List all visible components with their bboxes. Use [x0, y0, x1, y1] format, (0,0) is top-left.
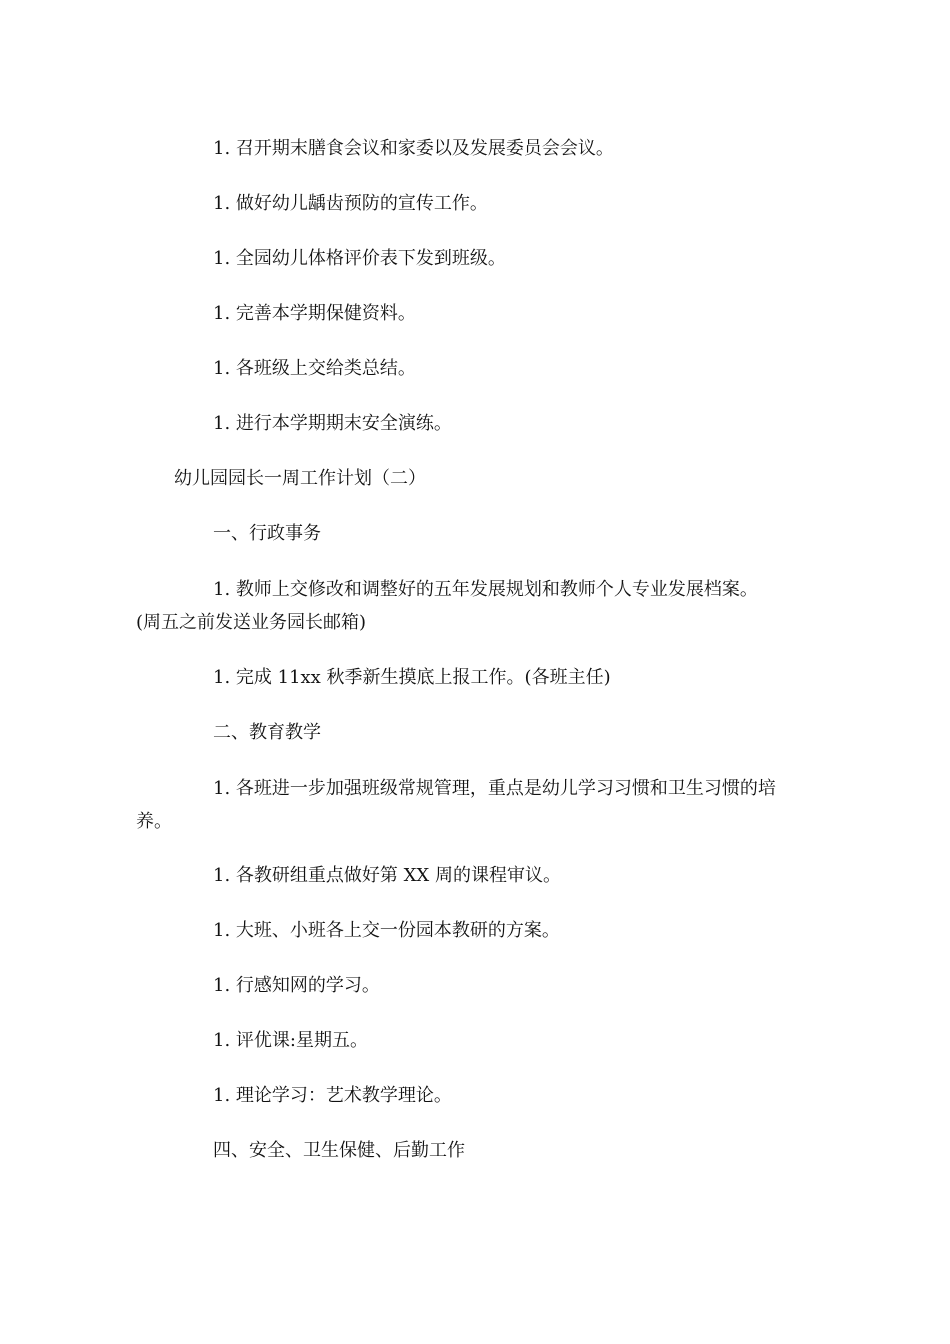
- section-heading: 一、行政事务: [213, 523, 321, 544]
- list-item: 1. 完善本学期保健资料。: [213, 303, 416, 324]
- list-item: 1. 理论学习：艺术教学理论。: [213, 1085, 452, 1106]
- list-item: 1. 大班、小班各上交一份园本教研的方案。: [213, 920, 560, 941]
- list-item: 1. 教师上交修改和调整好的五年发展规划和教师个人专业发展档案。: [213, 579, 758, 600]
- list-item-continuation: 养。: [136, 811, 172, 832]
- list-item: 1. 全园幼儿体格评价表下发到班级。: [213, 248, 506, 269]
- section-title: 幼儿园园长一周工作计划（二）: [174, 468, 426, 489]
- section-heading: 四、安全、卫生保健、后勤工作: [213, 1140, 465, 1161]
- list-item: 1. 行感知网的学习。: [213, 975, 380, 996]
- list-item: 1. 召开期末膳食会议和家委以及发展委员会会议。: [213, 138, 614, 159]
- list-item: 1. 各班进一步加强班级常规管理，重点是幼儿学习习惯和卫生习惯的培: [213, 778, 776, 799]
- list-item: 1. 完成 11xx 秋季新生摸底上报工作。(各班主任): [213, 667, 611, 688]
- list-item: 1. 各教研组重点做好第 XX 周的课程审议。: [213, 865, 561, 886]
- list-item: 1. 进行本学期期末安全演练。: [213, 413, 452, 434]
- list-item: 1. 做好幼儿龋齿预防的宣传工作。: [213, 193, 488, 214]
- section-heading: 二、教育教学: [213, 722, 321, 743]
- list-item-continuation: (周五之前发送业务园长邮箱): [136, 612, 367, 633]
- list-item: 1. 评优课:星期五。: [213, 1030, 368, 1051]
- list-item: 1. 各班级上交给类总结。: [213, 358, 416, 379]
